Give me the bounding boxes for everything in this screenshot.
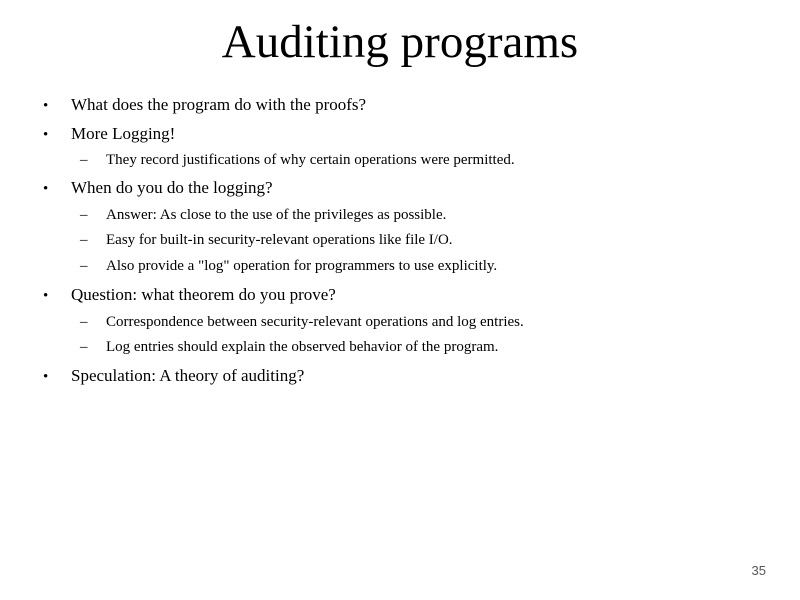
slide-title: Auditing programs (221, 16, 579, 68)
sub-bullet-item (80, 151, 515, 169)
bullet-icon: • (43, 127, 49, 143)
sub-bullet-text: Easy for built-in security-relevant operations like file I/O. (106, 232, 453, 248)
bullet-item (43, 124, 175, 145)
dash-icon: – (80, 232, 88, 248)
sub-bullet-text: Correspondence between security-relevant operations and log entries. (106, 314, 524, 330)
bullet-text: Question: what theorem do you prove? (71, 285, 336, 304)
bullet-icon: • (43, 181, 49, 197)
sub-bullet-item (80, 257, 497, 275)
bullet-icon: • (43, 369, 49, 385)
dash-icon: – (80, 314, 88, 330)
sub-bullet-item (80, 206, 446, 224)
bullet-item (43, 366, 304, 387)
dash-icon: – (80, 207, 88, 223)
dash-icon: – (80, 339, 88, 355)
dash-icon: – (80, 152, 88, 168)
sub-bullet-item (80, 231, 453, 249)
bullet-item (43, 285, 336, 306)
bullet-icon: • (43, 98, 49, 114)
bullet-text: More Logging! (71, 124, 176, 143)
bullet-text: Speculation: A theory of auditing? (71, 366, 305, 385)
sub-bullet-item (80, 313, 524, 331)
dash-icon: – (80, 258, 88, 274)
sub-bullet-text: They record justifications of why certain operations were permitted. (106, 152, 515, 168)
bullet-text: What does the program do with the proofs? (71, 95, 367, 114)
bullet-item (43, 95, 366, 116)
bullet-text: When do you do the logging? (71, 178, 273, 197)
bullet-item (43, 178, 273, 199)
sub-bullet-text: Log entries should explain the observed behavior of the program. (106, 339, 499, 355)
page-number: 35 (751, 563, 766, 578)
sub-bullet-text: Also provide a "log" operation for programmers to use explicitly. (106, 258, 498, 274)
sub-bullet-text: Answer: As close to the use of the privileges as possible. (106, 207, 447, 223)
bullet-icon: • (43, 288, 49, 304)
sub-bullet-item (80, 338, 498, 356)
